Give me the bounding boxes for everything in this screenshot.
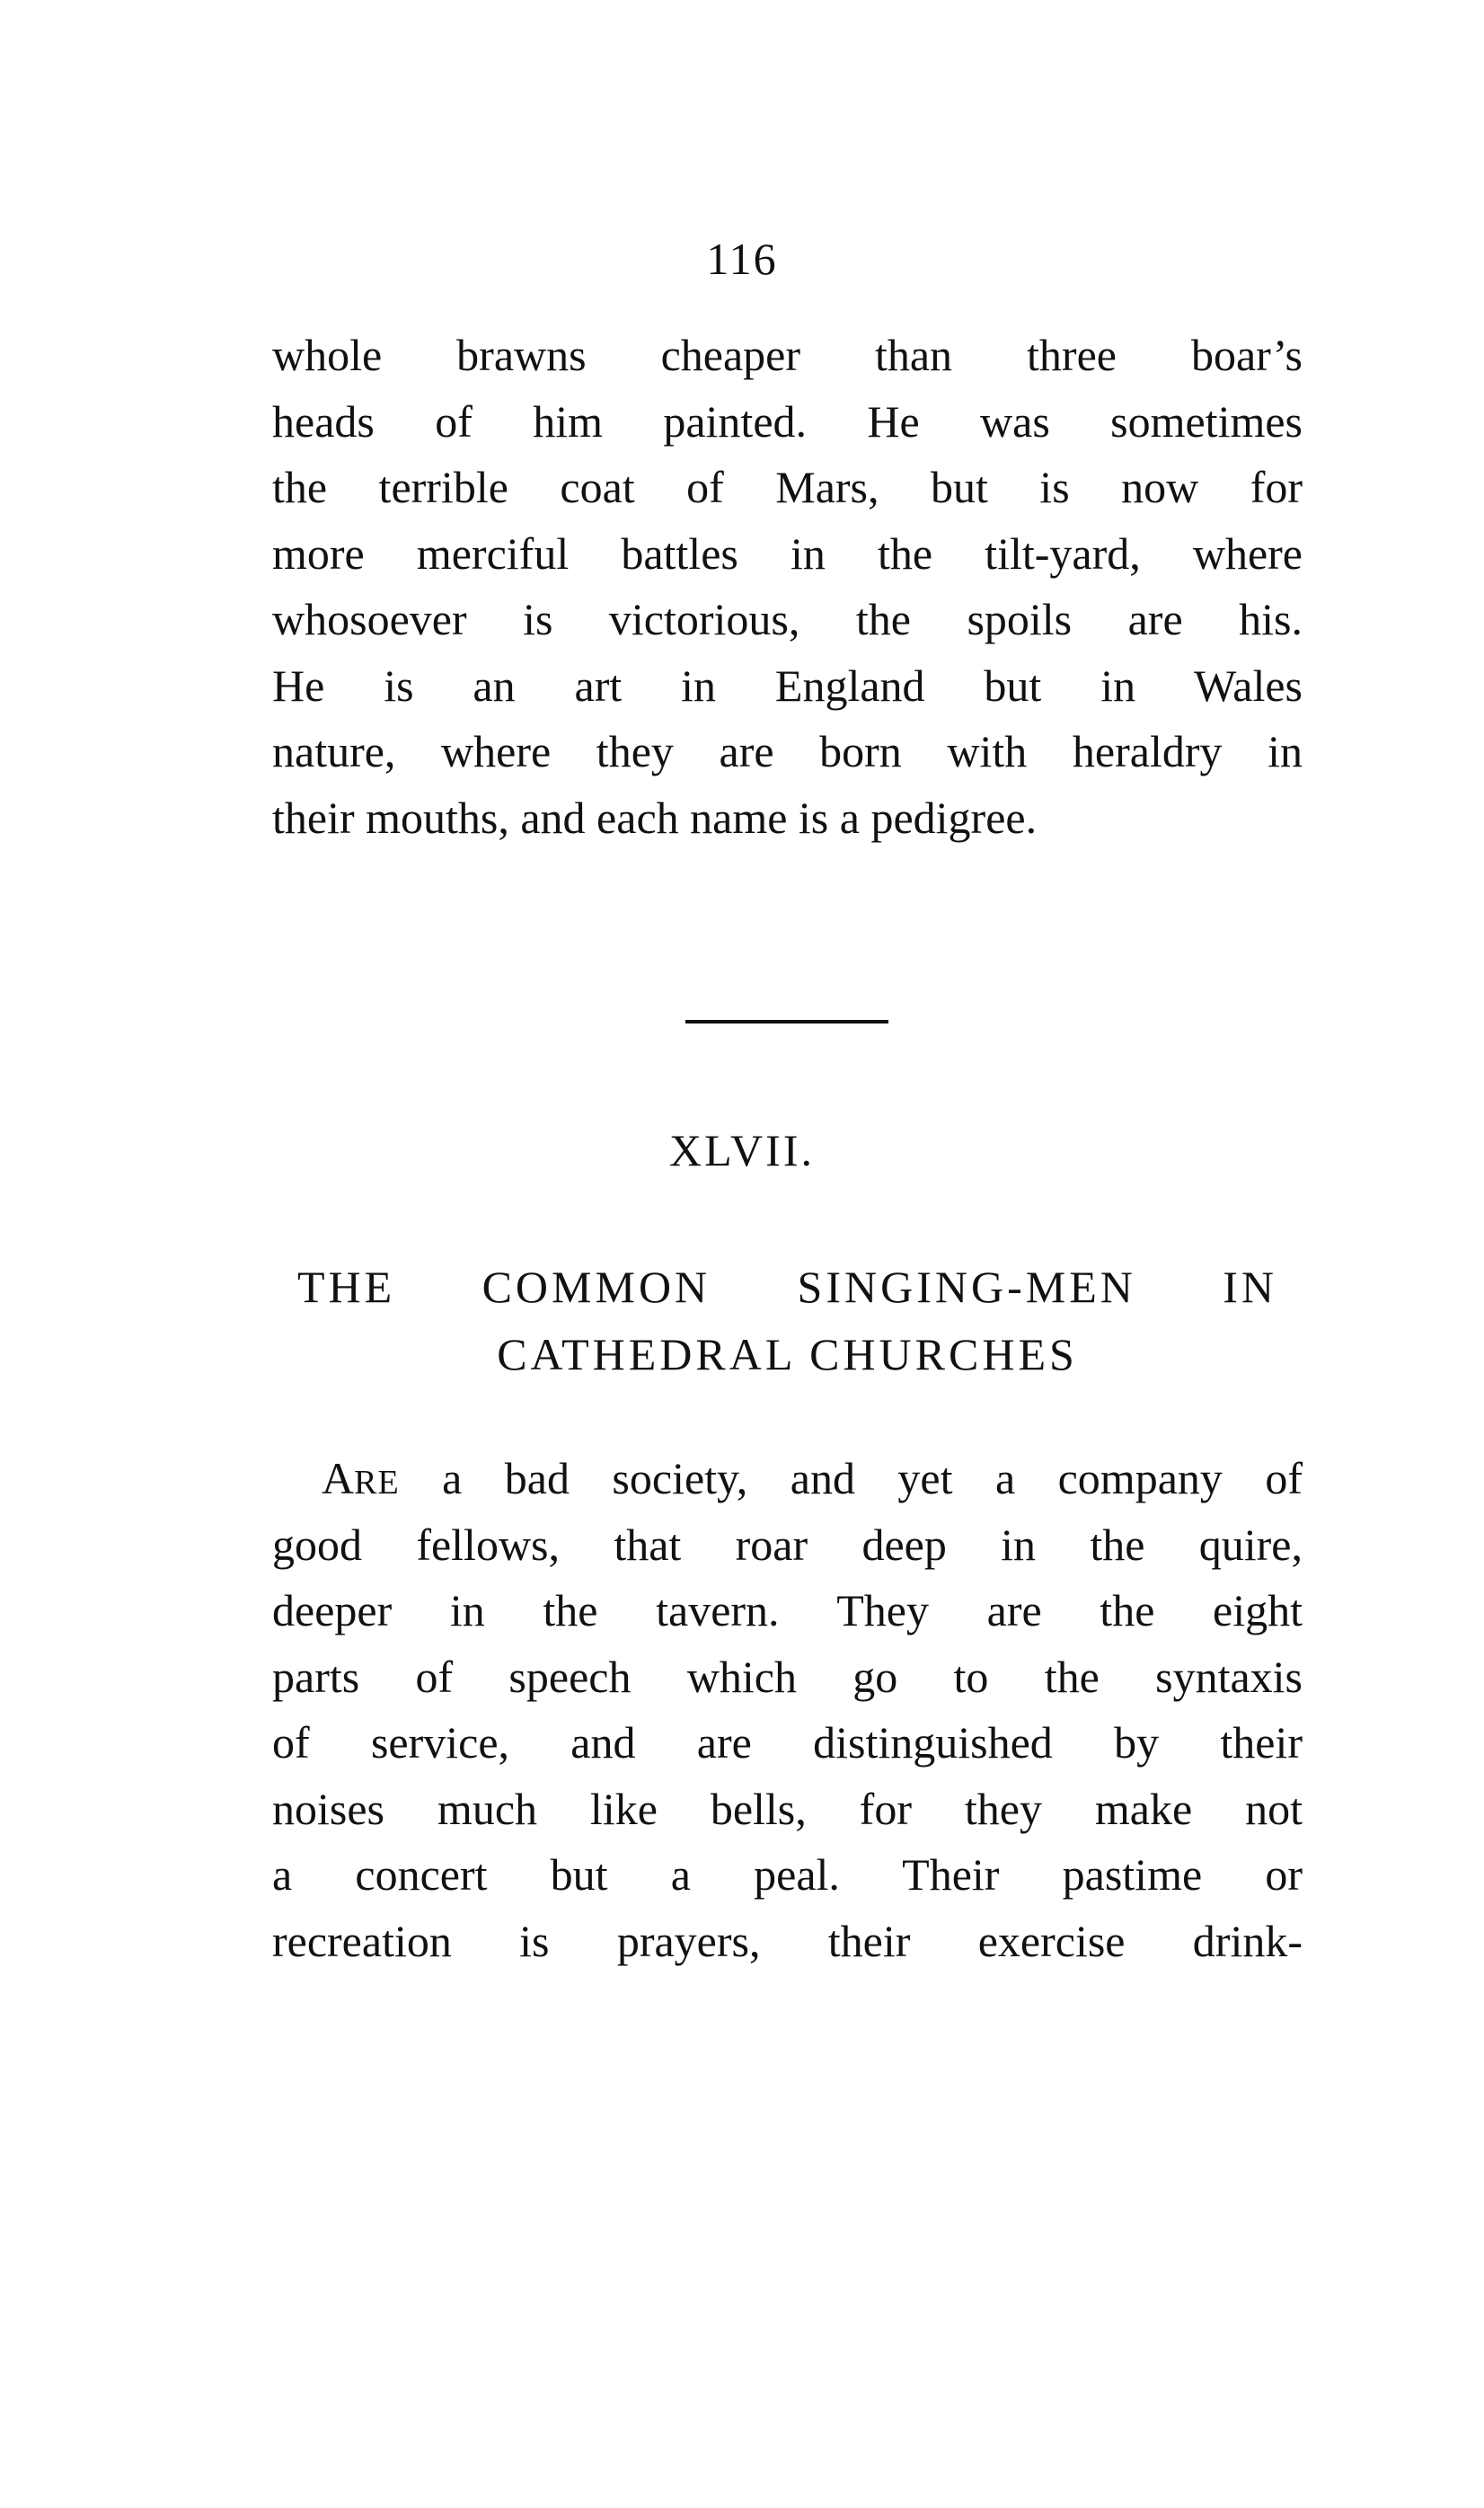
first-line-text: a bad society, and yet a company of (399, 1453, 1303, 1503)
text-line: more merciful battles in the tilt-yard, where (272, 527, 1303, 579)
section-number: XLVII. (669, 1125, 815, 1175)
text-line: whosoever is victorious, the spoils are his. (272, 594, 1303, 644)
section-title (272, 1254, 1303, 1388)
section-title-line: THE COMMON SINGING-MEN IN (297, 1262, 1277, 1312)
section-paragraph (272, 1446, 1303, 1974)
page-number: 116 (706, 234, 778, 284)
text-line: their mouths, and each name is a pedigree. (272, 792, 1038, 843)
text-line: recreation is prayers, their exercise drink- (272, 1915, 1303, 1966)
text-line: noises much like bells, for they make not (272, 1783, 1303, 1834)
initial-letter: A (322, 1453, 355, 1503)
text-line: the terrible coat of Mars, but is now for (272, 462, 1303, 512)
text-line: nature, where they are born with heraldry in (272, 726, 1303, 776)
text-line: whole brawns cheaper than three boar’s (272, 330, 1303, 380)
first-word-smallcaps: RE (354, 1464, 400, 1502)
text-line: He is an art in England but in Wales (272, 660, 1303, 711)
text-line: heads of him painted. He was sometimes (272, 395, 1303, 447)
text-line-first (272, 1446, 1303, 1512)
section-title-line: CATHEDRAL CHURCHES (497, 1329, 1078, 1379)
continuation-paragraph (272, 323, 1303, 851)
section-divider-rule (685, 1020, 888, 1024)
text-line: good fellows, that roar deep in the quire, (272, 1519, 1303, 1570)
text-line: parts of speech which go to the syntaxis (272, 1651, 1303, 1702)
text-line: a concert but a peal. Their pastime or (272, 1849, 1303, 1900)
text-line: deeper in the tavern. They are the eight (272, 1585, 1303, 1635)
text-line: of service, and are distinguished by their (272, 1717, 1303, 1768)
